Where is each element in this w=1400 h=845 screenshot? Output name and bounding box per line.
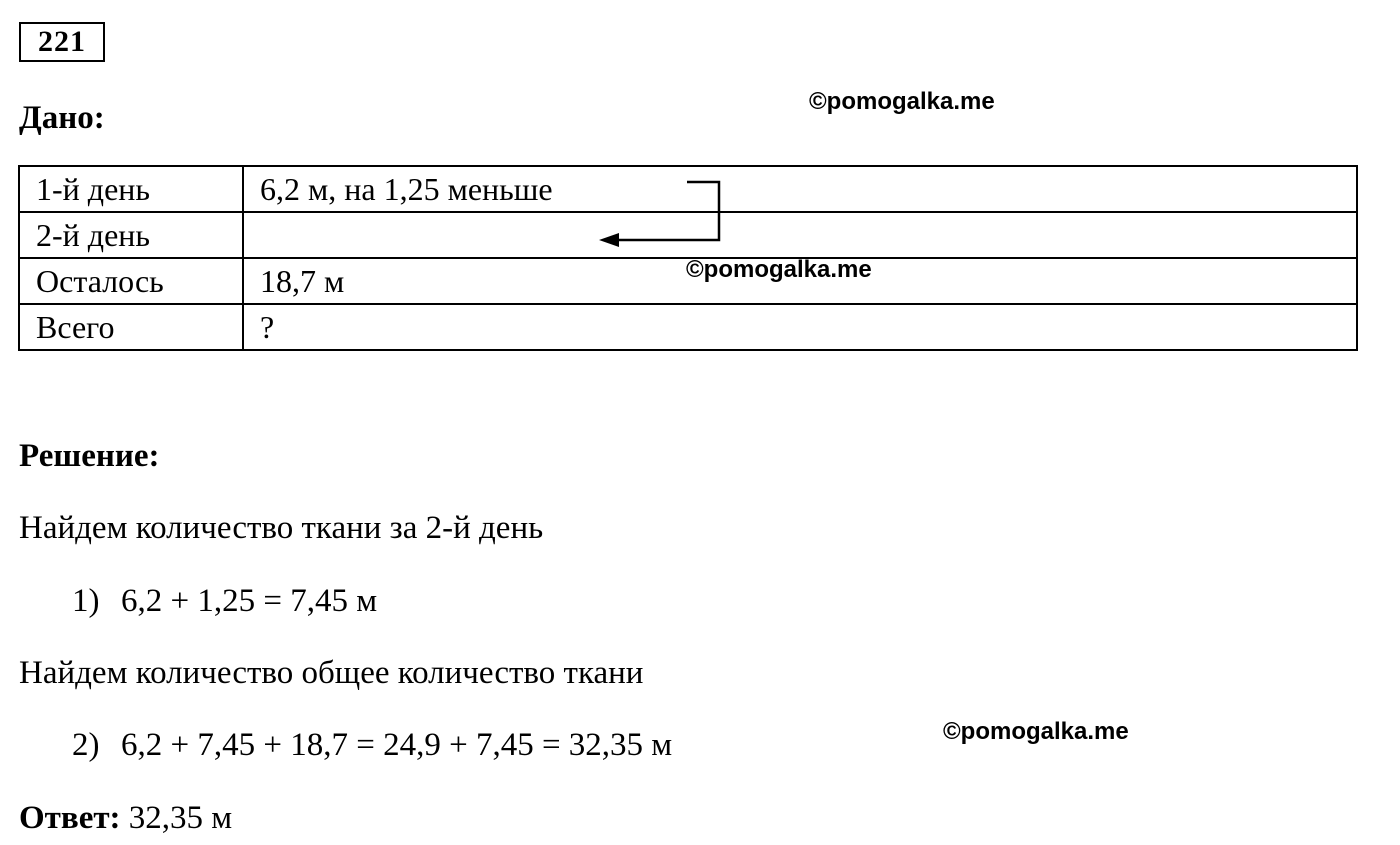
- problem-number: 221: [19, 22, 105, 62]
- answer-label: Ответ:: [19, 800, 121, 836]
- row-label: 2-й день: [19, 212, 243, 258]
- row-label: Всего: [19, 304, 243, 350]
- watermark-bottom: ©pomogalka.me: [943, 718, 1129, 745]
- step2-number: 2): [72, 727, 100, 763]
- answer-line: [19, 798, 232, 838]
- step1-formula: 6,2 + 1,25 = 7,45 м: [121, 583, 378, 619]
- step2-formula: 6,2 + 7,45 + 18,7 = 24,9 + 7,45 = 32,35 м: [121, 727, 673, 763]
- row-value: [243, 212, 1357, 258]
- watermark-top: ©pomogalka.me: [809, 88, 995, 115]
- comparison-arrow-icon: [595, 178, 727, 252]
- row-value: 18,7 м: [243, 258, 1357, 304]
- row-value: 6,2 м, на 1,25 меньше: [243, 166, 1357, 212]
- watermark-middle: ©pomogalka.me: [686, 256, 872, 283]
- row-value: ?: [243, 304, 1357, 350]
- answer-value: 32,35 м: [128, 800, 233, 836]
- step2-text: Найдем количество общее количество ткани: [19, 655, 644, 691]
- row-label: 1-й день: [19, 166, 243, 212]
- solution-heading: Решение:: [19, 438, 160, 474]
- table-row: [19, 304, 1357, 350]
- given-heading: Дано:: [19, 100, 105, 136]
- step1-number: 1): [72, 583, 100, 619]
- row-label: Осталось: [19, 258, 243, 304]
- step1-text: Найдем количество ткани за 2-й день: [19, 510, 544, 546]
